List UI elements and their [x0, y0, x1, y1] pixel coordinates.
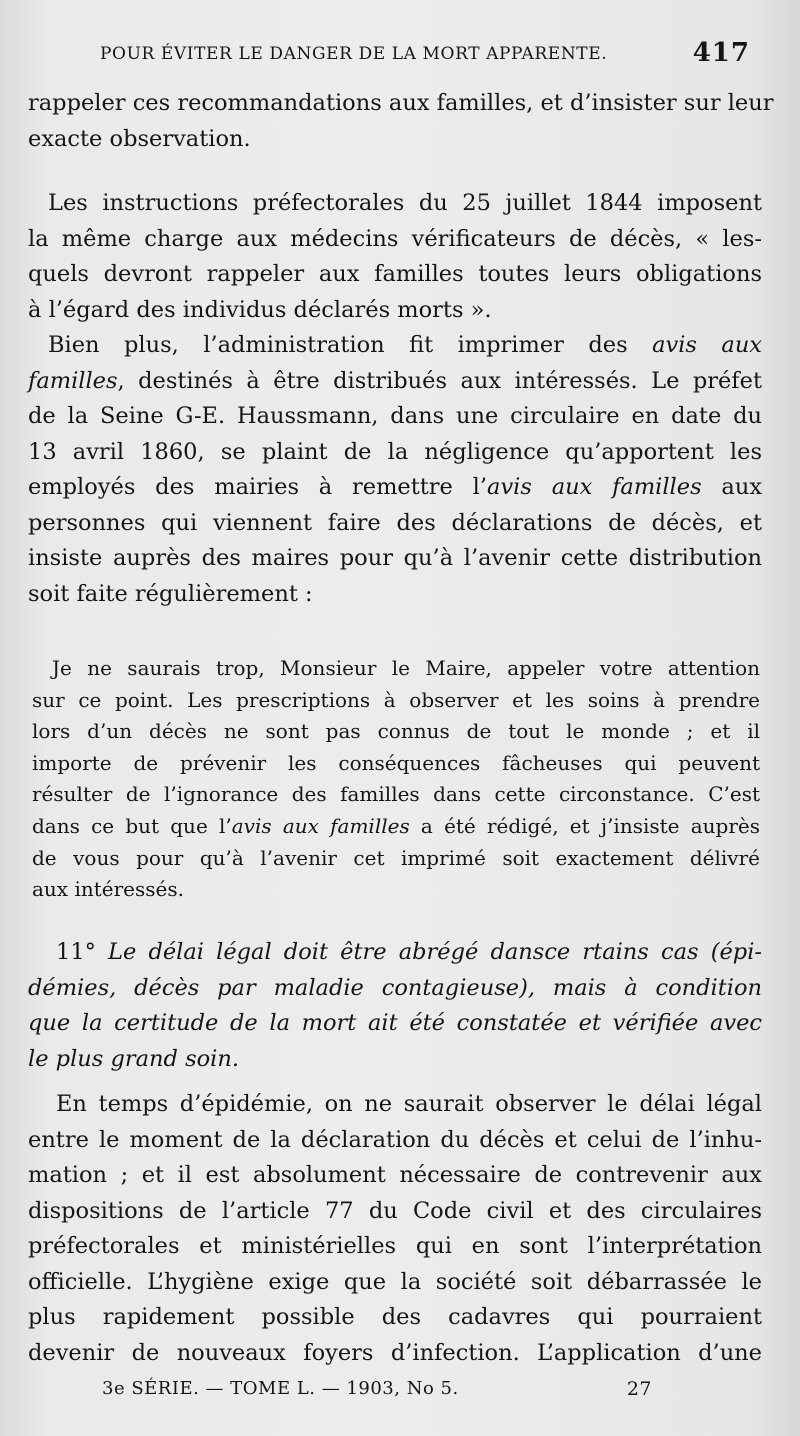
heading-line	[28, 971, 762, 1007]
text-run: aux	[701, 474, 763, 500]
heading-line	[28, 935, 762, 971]
block-quote	[32, 653, 760, 906]
italic-run: avis aux familles	[487, 474, 702, 500]
text-line: quels devront rappeler aux familles toutes leurs obligations	[28, 261, 762, 287]
text-line: plus rapidement possible des cadavres qui pourraient	[28, 1304, 762, 1330]
italic-run: avis aux	[652, 332, 762, 358]
text-run: dans ce but que l’	[32, 813, 232, 838]
quote-line	[32, 811, 760, 843]
text-run: employés des mairies à remettre l’	[28, 474, 488, 500]
running-header	[100, 38, 750, 72]
text-run: Bien plus, l’administration fit imprimer des	[48, 332, 653, 358]
text-line: 13 avril 1860, se plaint de la négligence qu’apportent les	[28, 438, 762, 465]
text-line: En temps d’épidémie, on ne saurait observer le délai légal	[56, 1091, 762, 1117]
heading-line	[28, 1042, 762, 1078]
heading-line	[28, 1006, 762, 1042]
italic-run: familles	[28, 367, 118, 394]
text-line: Les instructions préfectorales du 25 juillet 1844 imposent	[48, 190, 762, 216]
text-line: exacte observation.	[28, 125, 251, 152]
text-line	[28, 328, 762, 364]
italic-run: avis aux familles	[231, 813, 410, 838]
text-line: personnes qui viennent faire des déclarations de décès, et	[28, 509, 762, 536]
page-footer	[102, 1378, 662, 1408]
italic-run: que la certitude de la mort ait été constatée et vérifiée avec	[28, 1010, 762, 1036]
text-line: soit faite régulièrement :	[28, 580, 313, 607]
signature-mark: 27	[626, 1378, 652, 1400]
quote-line: résulter de l’ignorance des familles dans cette circonstance. C’est	[32, 782, 760, 807]
quote-line: aux intéressés.	[32, 877, 184, 902]
quote-line: importe de prévenir les conséquences fâcheuses qui peuvent	[32, 750, 760, 775]
quote-line: Je ne saurais trop, Monsieur le Maire, appeler votre attention	[52, 656, 760, 680]
text-line: la même charge aux médecins vérificateurs de décès, « les-	[28, 225, 762, 252]
page-number: 417	[692, 38, 750, 68]
section-number: 11°	[56, 939, 96, 965]
text-line: de la Seine G-E. Haussmann, dans une circulaire en date du	[28, 403, 762, 429]
quote-line: sur ce point. Les prescriptions à observer et les soins à prendre	[32, 687, 760, 712]
text-line: rappeler ces recommandations aux familles, et d’insister sur leur	[28, 90, 774, 116]
text-line: mation ; et il est absolument nécessaire de contrevenir aux	[28, 1162, 762, 1188]
italic-run: démies, décès par maladie contagieuse), mais à condition	[28, 974, 762, 1001]
text-line: officielle. L’hygiène exige que la société soit débarrassée le	[28, 1268, 762, 1295]
text-line	[28, 470, 762, 506]
text-line	[28, 364, 762, 400]
text-line: entre le moment de la déclaration du décès et celui de l’inhu-	[28, 1126, 762, 1153]
paragraph-instructions	[28, 186, 762, 328]
text-line: devenir de nouveaux foyers d’infection. L’application d’une	[28, 1339, 762, 1366]
paragraph-epidemie	[28, 1087, 762, 1371]
italic-run: le plus grand soin.	[28, 1045, 240, 1072]
italic-run: Le délai légal doit être abrégé dansce rtains cas (épi-	[108, 939, 762, 965]
text-line: dispositions de l’article 77 du Code civil et des circulaires	[28, 1197, 762, 1224]
paragraph-avis-aux-familles	[28, 328, 762, 612]
text-line: préfectorales et ministérielles qui en sont l’interprétation	[28, 1233, 762, 1259]
text-run: , destinés à être distribués aux intéressés. Le préfet	[117, 367, 762, 394]
paragraph-continuation	[28, 86, 774, 157]
text-line: insiste auprès des maires pour qu’à l’avenir cette distribution	[28, 545, 762, 571]
text-line: à l’égard des individus déclarés morts ».	[28, 296, 492, 323]
running-title: POUR ÉVITER LE DANGER DE LA MORT APPARENTE.	[100, 44, 608, 64]
text-run: a été rédigé, et j’insiste auprès	[409, 813, 760, 838]
quote-line: lors d’un décès ne sont pas connus de tout le monde ; et il	[32, 719, 760, 744]
series-info: 3e SÉRIE. — TOME L. — 1903, No 5.	[102, 1378, 459, 1399]
quote-line: de vous pour qu’à l’avenir cet imprimé soit exactement délivré	[32, 845, 760, 870]
section-11-heading	[28, 935, 762, 1077]
